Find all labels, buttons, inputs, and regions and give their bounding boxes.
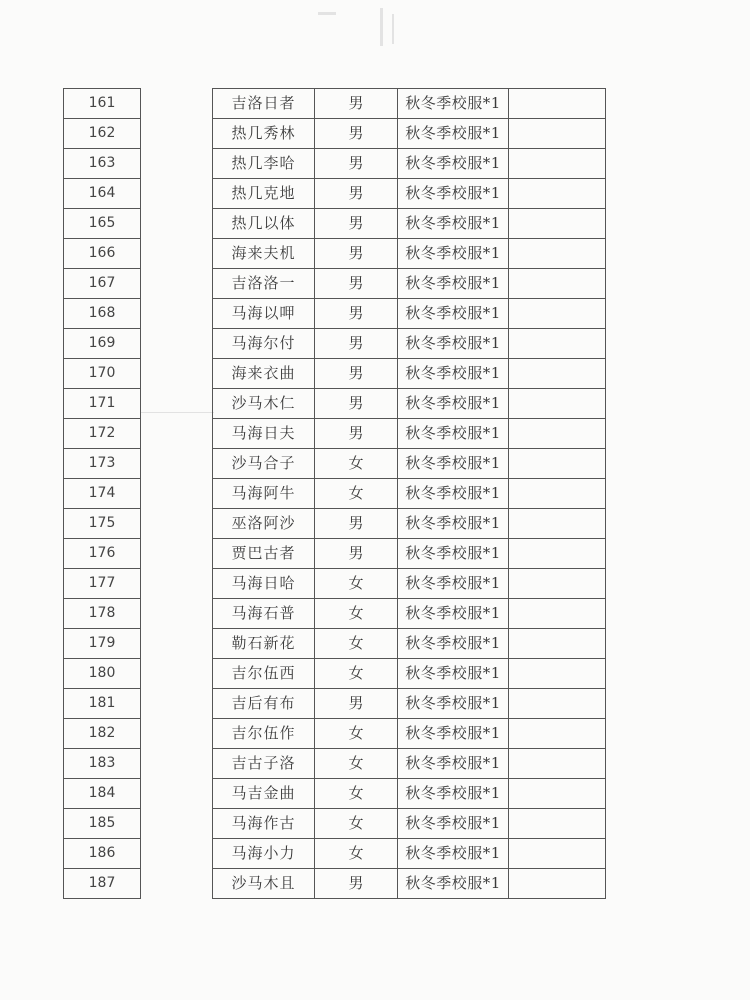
student-name: 热几李哈 bbox=[213, 149, 315, 179]
gender: 女 bbox=[315, 719, 398, 749]
row-number: 165 bbox=[64, 209, 141, 239]
gender: 男 bbox=[315, 89, 398, 119]
table-row bbox=[213, 209, 606, 239]
gender: 男 bbox=[315, 209, 398, 239]
blank-cell bbox=[509, 119, 606, 149]
index-row bbox=[64, 659, 141, 689]
index-row bbox=[64, 119, 141, 149]
student-name: 勒石新花 bbox=[213, 629, 315, 659]
gender: 男 bbox=[315, 239, 398, 269]
gender: 女 bbox=[315, 479, 398, 509]
table-row bbox=[213, 269, 606, 299]
item: 秋冬季校服*1 bbox=[398, 239, 509, 269]
student-name: 吉后有布 bbox=[213, 689, 315, 719]
item: 秋冬季校服*1 bbox=[398, 689, 509, 719]
row-number: 162 bbox=[64, 119, 141, 149]
table-row bbox=[213, 839, 606, 869]
table-row bbox=[213, 389, 606, 419]
student-name: 马海以呷 bbox=[213, 299, 315, 329]
table-row bbox=[213, 449, 606, 479]
row-number: 166 bbox=[64, 239, 141, 269]
blank-cell bbox=[509, 269, 606, 299]
row-number: 178 bbox=[64, 599, 141, 629]
row-number: 183 bbox=[64, 749, 141, 779]
table-row bbox=[213, 659, 606, 689]
gender: 男 bbox=[315, 179, 398, 209]
student-name: 马海日哈 bbox=[213, 569, 315, 599]
scan-artifact bbox=[140, 412, 214, 413]
item: 秋冬季校服*1 bbox=[398, 629, 509, 659]
blank-cell bbox=[509, 809, 606, 839]
student-name: 吉洛洛一 bbox=[213, 269, 315, 299]
student-name: 海来衣曲 bbox=[213, 359, 315, 389]
gender: 男 bbox=[315, 689, 398, 719]
table-row bbox=[213, 719, 606, 749]
item: 秋冬季校服*1 bbox=[398, 779, 509, 809]
blank-cell bbox=[509, 389, 606, 419]
student-name: 吉尔伍作 bbox=[213, 719, 315, 749]
item: 秋冬季校服*1 bbox=[398, 509, 509, 539]
item: 秋冬季校服*1 bbox=[398, 569, 509, 599]
blank-cell bbox=[509, 689, 606, 719]
blank-cell bbox=[509, 449, 606, 479]
gender: 男 bbox=[315, 539, 398, 569]
row-number: 161 bbox=[64, 89, 141, 119]
gender: 女 bbox=[315, 839, 398, 869]
row-number: 182 bbox=[64, 719, 141, 749]
item: 秋冬季校服*1 bbox=[398, 149, 509, 179]
index-row bbox=[64, 689, 141, 719]
item: 秋冬季校服*1 bbox=[398, 749, 509, 779]
item: 秋冬季校服*1 bbox=[398, 209, 509, 239]
scan-artifact bbox=[380, 8, 383, 46]
index-row bbox=[64, 149, 141, 179]
row-number: 173 bbox=[64, 449, 141, 479]
table-row bbox=[213, 179, 606, 209]
item: 秋冬季校服*1 bbox=[398, 539, 509, 569]
blank-cell bbox=[509, 89, 606, 119]
table-row bbox=[213, 479, 606, 509]
item: 秋冬季校服*1 bbox=[398, 269, 509, 299]
index-row bbox=[64, 569, 141, 599]
row-number: 168 bbox=[64, 299, 141, 329]
gender: 男 bbox=[315, 869, 398, 899]
student-name: 沙马木且 bbox=[213, 869, 315, 899]
table-row bbox=[213, 359, 606, 389]
gender: 女 bbox=[315, 599, 398, 629]
row-number: 167 bbox=[64, 269, 141, 299]
row-number: 175 bbox=[64, 509, 141, 539]
item: 秋冬季校服*1 bbox=[398, 809, 509, 839]
gender: 男 bbox=[315, 329, 398, 359]
student-name: 热几克地 bbox=[213, 179, 315, 209]
blank-cell bbox=[509, 179, 606, 209]
index-row bbox=[64, 539, 141, 569]
index-row bbox=[64, 749, 141, 779]
table-row bbox=[213, 749, 606, 779]
item: 秋冬季校服*1 bbox=[398, 599, 509, 629]
scan-artifact bbox=[392, 14, 394, 44]
scan-artifact bbox=[318, 12, 336, 15]
index-row bbox=[64, 89, 141, 119]
table-row bbox=[213, 119, 606, 149]
table-row bbox=[213, 509, 606, 539]
index-row bbox=[64, 299, 141, 329]
row-number: 176 bbox=[64, 539, 141, 569]
gender: 男 bbox=[315, 269, 398, 299]
student-name: 马吉金曲 bbox=[213, 779, 315, 809]
gender: 女 bbox=[315, 569, 398, 599]
row-number: 164 bbox=[64, 179, 141, 209]
student-name: 巫洛阿沙 bbox=[213, 509, 315, 539]
gender: 男 bbox=[315, 509, 398, 539]
index-row bbox=[64, 809, 141, 839]
gender: 男 bbox=[315, 119, 398, 149]
table-row bbox=[213, 809, 606, 839]
index-row bbox=[64, 629, 141, 659]
gender: 女 bbox=[315, 779, 398, 809]
index-column-table bbox=[63, 88, 141, 899]
table-row bbox=[213, 599, 606, 629]
index-row bbox=[64, 239, 141, 269]
student-name: 吉洛日者 bbox=[213, 89, 315, 119]
item: 秋冬季校服*1 bbox=[398, 179, 509, 209]
blank-cell bbox=[509, 509, 606, 539]
row-number: 185 bbox=[64, 809, 141, 839]
table-row bbox=[213, 329, 606, 359]
blank-cell bbox=[509, 749, 606, 779]
table-row bbox=[213, 149, 606, 179]
table-row bbox=[213, 689, 606, 719]
index-row bbox=[64, 779, 141, 809]
roster-table bbox=[212, 88, 606, 899]
gender: 男 bbox=[315, 419, 398, 449]
row-number: 181 bbox=[64, 689, 141, 719]
index-row bbox=[64, 359, 141, 389]
item: 秋冬季校服*1 bbox=[398, 299, 509, 329]
blank-cell bbox=[509, 839, 606, 869]
table-row bbox=[213, 419, 606, 449]
index-row bbox=[64, 209, 141, 239]
index-row bbox=[64, 449, 141, 479]
row-number: 170 bbox=[64, 359, 141, 389]
row-number: 184 bbox=[64, 779, 141, 809]
gender: 男 bbox=[315, 389, 398, 419]
student-name: 马海石普 bbox=[213, 599, 315, 629]
table-row bbox=[213, 299, 606, 329]
gender: 男 bbox=[315, 149, 398, 179]
item: 秋冬季校服*1 bbox=[398, 479, 509, 509]
row-number: 172 bbox=[64, 419, 141, 449]
index-row bbox=[64, 179, 141, 209]
index-row bbox=[64, 869, 141, 899]
item: 秋冬季校服*1 bbox=[398, 389, 509, 419]
gender: 男 bbox=[315, 359, 398, 389]
row-number: 187 bbox=[64, 869, 141, 899]
table-row bbox=[213, 779, 606, 809]
table-row bbox=[213, 539, 606, 569]
gender: 女 bbox=[315, 749, 398, 779]
student-name: 贾巴古者 bbox=[213, 539, 315, 569]
blank-cell bbox=[509, 539, 606, 569]
row-number: 177 bbox=[64, 569, 141, 599]
item: 秋冬季校服*1 bbox=[398, 449, 509, 479]
gender: 女 bbox=[315, 659, 398, 689]
student-name: 沙马木仁 bbox=[213, 389, 315, 419]
item: 秋冬季校服*1 bbox=[398, 839, 509, 869]
index-row bbox=[64, 269, 141, 299]
item: 秋冬季校服*1 bbox=[398, 359, 509, 389]
blank-cell bbox=[509, 329, 606, 359]
item: 秋冬季校服*1 bbox=[398, 89, 509, 119]
gender: 女 bbox=[315, 449, 398, 479]
table-row bbox=[213, 239, 606, 269]
blank-cell bbox=[509, 869, 606, 899]
student-name: 马海小力 bbox=[213, 839, 315, 869]
student-name: 吉古子洛 bbox=[213, 749, 315, 779]
index-row bbox=[64, 389, 141, 419]
student-name: 热几秀林 bbox=[213, 119, 315, 149]
blank-cell bbox=[509, 659, 606, 689]
index-row bbox=[64, 839, 141, 869]
table-row bbox=[213, 629, 606, 659]
row-number: 179 bbox=[64, 629, 141, 659]
blank-cell bbox=[509, 149, 606, 179]
student-name: 马海阿牛 bbox=[213, 479, 315, 509]
index-row bbox=[64, 329, 141, 359]
blank-cell bbox=[509, 359, 606, 389]
blank-cell bbox=[509, 629, 606, 659]
blank-cell bbox=[509, 479, 606, 509]
table-row bbox=[213, 569, 606, 599]
item: 秋冬季校服*1 bbox=[398, 329, 509, 359]
blank-cell bbox=[509, 209, 606, 239]
table-row bbox=[213, 89, 606, 119]
student-name: 沙马合子 bbox=[213, 449, 315, 479]
row-number: 171 bbox=[64, 389, 141, 419]
blank-cell bbox=[509, 719, 606, 749]
blank-cell bbox=[509, 779, 606, 809]
student-name: 吉尔伍西 bbox=[213, 659, 315, 689]
gender: 女 bbox=[315, 809, 398, 839]
row-number: 169 bbox=[64, 329, 141, 359]
row-number: 180 bbox=[64, 659, 141, 689]
item: 秋冬季校服*1 bbox=[398, 419, 509, 449]
gender: 男 bbox=[315, 299, 398, 329]
student-name: 海来夫机 bbox=[213, 239, 315, 269]
blank-cell bbox=[509, 419, 606, 449]
blank-cell bbox=[509, 299, 606, 329]
row-number: 163 bbox=[64, 149, 141, 179]
item: 秋冬季校服*1 bbox=[398, 659, 509, 689]
item: 秋冬季校服*1 bbox=[398, 119, 509, 149]
student-name: 马海尔付 bbox=[213, 329, 315, 359]
blank-cell bbox=[509, 569, 606, 599]
table-row bbox=[213, 869, 606, 899]
blank-cell bbox=[509, 239, 606, 269]
index-row bbox=[64, 509, 141, 539]
student-name: 马海作古 bbox=[213, 809, 315, 839]
index-row bbox=[64, 599, 141, 629]
student-name: 马海日夫 bbox=[213, 419, 315, 449]
index-row bbox=[64, 419, 141, 449]
row-number: 186 bbox=[64, 839, 141, 869]
item: 秋冬季校服*1 bbox=[398, 719, 509, 749]
student-name: 热几以体 bbox=[213, 209, 315, 239]
gender: 女 bbox=[315, 629, 398, 659]
blank-cell bbox=[509, 599, 606, 629]
row-number: 174 bbox=[64, 479, 141, 509]
item: 秋冬季校服*1 bbox=[398, 869, 509, 899]
index-row bbox=[64, 479, 141, 509]
index-row bbox=[64, 719, 141, 749]
